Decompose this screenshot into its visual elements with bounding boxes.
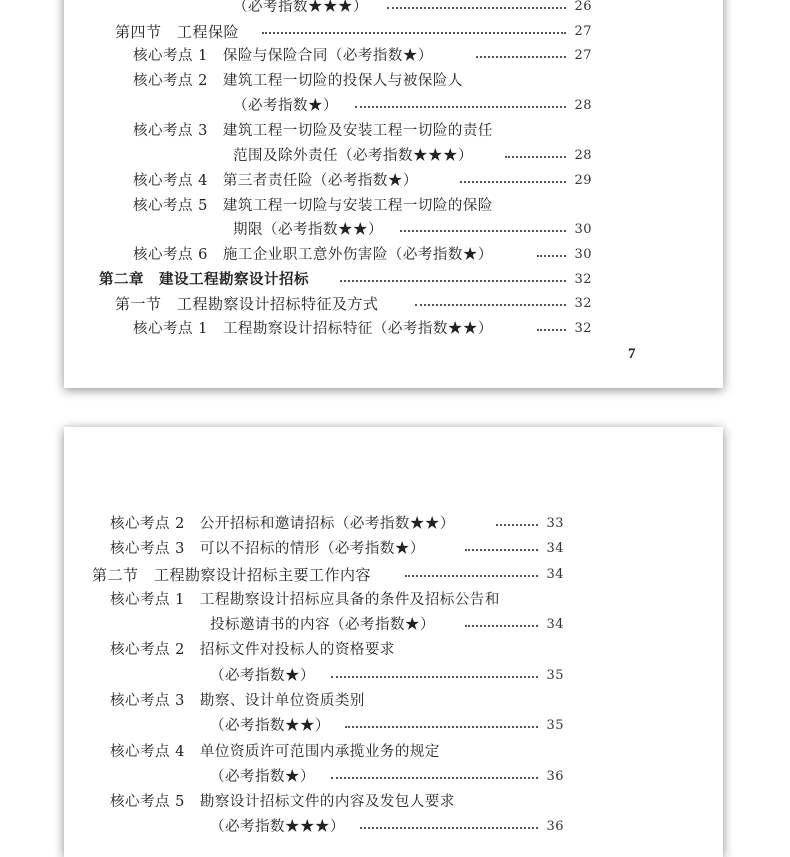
toc-entry-title: （必考指数★★★） — [210, 819, 345, 835]
toc-page-number: 27 — [574, 48, 592, 63]
toc-leader — [64, 613, 723, 637]
toc-page-number: 34 — [546, 617, 564, 632]
toc-page-number: 32 — [574, 321, 592, 336]
toc-entry-title: 核心考点 6 施工企业职工意外伤害险（必考指数★） — [133, 247, 493, 263]
dotted-leader — [262, 32, 566, 34]
toc-leader — [64, 537, 723, 561]
toc-leader — [64, 563, 723, 587]
toc-entry-title: 第一节 工程勘察设计招标特征及方式 — [115, 295, 379, 313]
dotted-leader — [340, 280, 566, 282]
toc-leader — [64, 94, 723, 118]
toc-leader — [64, 317, 723, 341]
toc-entry-title: 核心考点 3 建筑工程一切险及安装工程一切险的责任 — [133, 123, 493, 139]
dotted-leader — [360, 827, 538, 829]
toc-page-number: 36 — [546, 819, 564, 834]
toc-leader — [64, 0, 723, 19]
toc-entry-title: 核心考点 2 公开招标和邀请招标（必考指数★★） — [110, 516, 455, 532]
toc-page-number: 36 — [546, 769, 564, 784]
dotted-leader — [345, 726, 538, 728]
toc-leader — [64, 714, 723, 738]
toc-entry-title: 核心考点 2 建筑工程一切险的投保人与被保险人 — [133, 73, 463, 89]
toc-page-number: 28 — [574, 148, 592, 163]
toc-entry-title: 核心考点 2 招标文件对投标人的资格要求 — [110, 642, 395, 658]
dotted-leader — [331, 777, 538, 779]
dotted-leader — [387, 7, 566, 9]
toc-entry-title: 范围及除外责任（必考指数★★★） — [233, 148, 473, 164]
toc-page-number: 34 — [546, 541, 564, 556]
toc-entry-title: （必考指数★★） — [210, 718, 330, 734]
toc-entry-title: 核心考点 4 第三者责任险（必考指数★） — [133, 173, 418, 189]
toc-page-number: 26 — [574, 0, 592, 14]
toc-entry-title: 核心考点 3 可以不招标的情形（必考指数★） — [110, 541, 425, 557]
toc-page-upper — [64, 0, 723, 388]
toc-leader — [64, 44, 723, 68]
toc-entry-title: 核心考点 1 工程勘察设计招标应具备的条件及招标公告和 — [110, 592, 500, 608]
toc-entry-title: （必考指数★） — [233, 98, 338, 114]
toc-leader — [64, 292, 723, 316]
toc-entry-title: 第四节 工程保险 — [115, 23, 240, 41]
toc-page-number: 27 — [574, 24, 592, 39]
toc-page-number: 28 — [574, 98, 592, 113]
toc-leader — [64, 169, 723, 193]
toc-leader — [64, 20, 723, 44]
toc-page-number: 32 — [574, 296, 592, 311]
dotted-leader — [460, 181, 566, 183]
page-folio: 7 — [628, 346, 636, 362]
toc-entry-title: 核心考点 1 工程勘察设计招标特征（必考指数★★） — [133, 321, 493, 337]
dotted-leader — [415, 304, 566, 306]
toc-leader — [64, 815, 723, 839]
toc-entry-title: （必考指数★★★） — [233, 0, 368, 15]
dotted-leader — [355, 106, 566, 108]
toc-leader — [64, 268, 723, 292]
toc-leader — [64, 218, 723, 242]
toc-page-number: 30 — [574, 222, 592, 237]
toc-leader — [64, 512, 723, 536]
toc-page-number: 35 — [546, 718, 564, 733]
toc-page-number: 33 — [546, 516, 564, 531]
toc-entry-title: （必考指数★） — [210, 668, 315, 684]
toc-leader — [64, 664, 723, 688]
toc-page-number: 29 — [574, 173, 592, 188]
toc-page-number: 32 — [574, 272, 592, 287]
toc-page-number: 30 — [574, 247, 592, 262]
toc-entry-title: 核心考点 5 勘察设计招标文件的内容及发包人要求 — [110, 794, 455, 810]
toc-page-lower — [64, 427, 723, 857]
toc-entry-title: 核心考点 5 建筑工程一切险与安装工程一切险的保险 — [133, 198, 493, 214]
toc-entry-title: 第二节 工程勘察设计招标主要工作内容 — [92, 566, 372, 584]
toc-entry-title: 投标邀请书的内容（必考指数★） — [210, 617, 435, 633]
toc-page-number: 35 — [546, 668, 564, 683]
toc-entry-title: 核心考点 1 保险与保险合同（必考指数★） — [133, 48, 433, 64]
toc-entry-title: 核心考点 4 单位资质许可范围内承揽业务的规定 — [110, 744, 440, 760]
toc-page-number: 34 — [546, 567, 564, 582]
toc-leader — [64, 243, 723, 267]
dotted-leader — [405, 575, 538, 577]
toc-leader — [64, 144, 723, 168]
toc-entry-title: 第二章 建设工程勘察设计招标 — [99, 271, 309, 288]
toc-entry-title: 期限（必考指数★★） — [233, 222, 383, 238]
dotted-leader — [331, 676, 538, 678]
toc-entry-title: 核心考点 3 勘察、设计单位资质类别 — [110, 693, 365, 709]
toc-entry-title: （必考指数★） — [210, 769, 315, 785]
toc-leader — [64, 765, 723, 789]
dotted-leader — [400, 230, 566, 232]
